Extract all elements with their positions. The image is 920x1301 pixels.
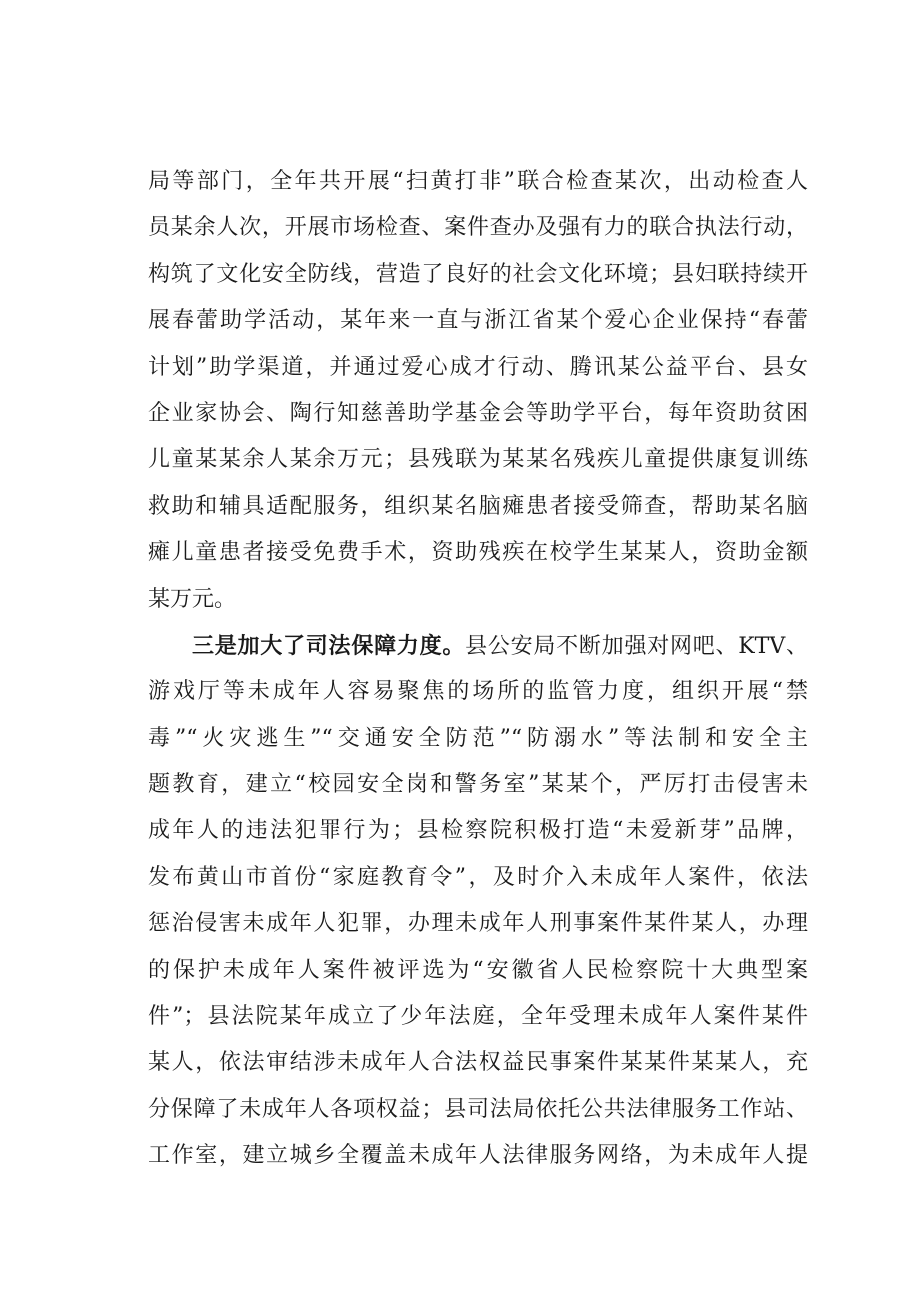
paragraph-2 <box>148 623 808 1180</box>
paragraph-line: 局等部门，全年共开展“扫黄打非”联合检查某次，出动检查人 <box>148 169 808 194</box>
section-heading: 三是加大了司法保障力度。 <box>192 632 466 659</box>
paragraph-line: 工作室，建立城乡全覆盖未成年人法律服务网络，为未成年人提 <box>148 1143 808 1169</box>
paragraph-line: 题教育，建立“校园安全岗和警务室”某某个，严厉打击侵害未 <box>148 772 808 798</box>
paragraph-line: 儿童某某余人某余万元；县残联为某某名残疾儿童提供康复训练 <box>148 447 808 473</box>
paragraph-line: 展春蕾助学活动，某年来一直与浙江省某个爱心企业保持“春蕾 <box>148 308 808 334</box>
paragraph-line: 救助和辅具适配服务，组织某名脑瘫患者接受筛查，帮助某名脑 <box>148 493 808 519</box>
paragraph-first-line <box>148 623 808 669</box>
paragraph-line: 惩治侵害未成年人犯罪，办理未成年人刑事案件某件某人，办理 <box>148 911 808 937</box>
paragraph-line: 构筑了文化安全防线，营造了良好的社会文化环境；县妇联持续开 <box>148 261 808 287</box>
paragraph-1 <box>148 159 808 623</box>
paragraph-line: 某人，依法审结涉未成年人合法权益民事案件某某件某某人，充 <box>148 1050 808 1076</box>
paragraph-line: 游戏厅等未成年人容易聚焦的场所的监管力度，组织开展“禁 <box>148 679 808 705</box>
document-body <box>148 159 808 1180</box>
paragraph-line: 计划”助学渠道，并通过爱心成才行动、腾讯某公益平台、县女 <box>148 354 808 380</box>
paragraph-line-rest: 县公安局不断加强对网吧、KTV、 <box>465 633 808 659</box>
paragraph-line: 分保障了未成年人各项权益；县司法局依托公共法律服务工作站、 <box>148 1096 808 1122</box>
paragraph-line: 发布黄山市首份“家庭教育令”，及时介入未成年人案件，依法 <box>148 864 808 890</box>
paragraph-line: 某万元。 <box>148 586 237 612</box>
paragraph-line: 瘫儿童患者接受免费手术，资助残疾在校学生某某人，资助金额 <box>148 540 808 566</box>
paragraph-line: 的保护未成年人案件被评选为“安徽省人民检察院十大典型案 <box>148 957 808 983</box>
paragraph-line: 件”；县法院某年成立了少年法庭，全年受理未成年人案件某件 <box>148 1004 808 1030</box>
paragraph-line: 成年人的违法犯罪行为；县检察院积极打造“未爱新芽”品牌， <box>148 818 808 844</box>
paragraph-line: 员某余人次，开展市场检查、案件查办及强有力的联合执法行动， <box>148 215 808 241</box>
paragraph-line: 毒”“火灾逃生”“交通安全防范”“防溺水”等法制和安全主 <box>148 725 808 751</box>
paragraph-line: 企业家协会、陶行知慈善助学基金会等助学平台，每年资助贫困 <box>148 400 808 426</box>
